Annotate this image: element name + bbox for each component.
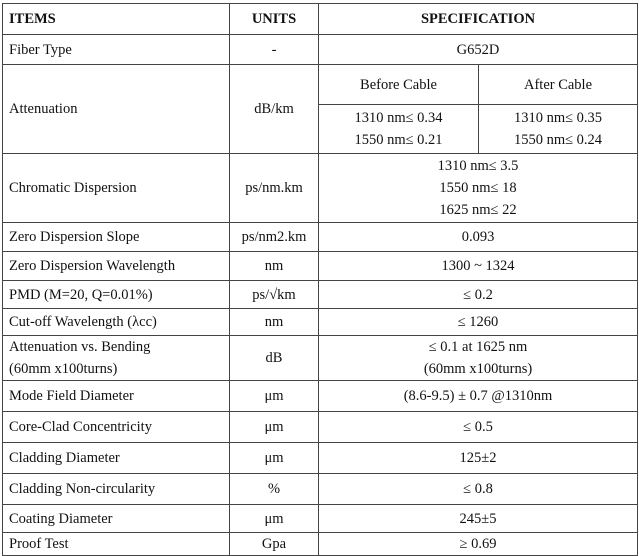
unit-cell: μm (230, 443, 319, 474)
spec-cell (319, 336, 638, 381)
before-cable-values (319, 105, 479, 154)
table-row (3, 412, 638, 443)
item-line: Attenuation vs. Bending (9, 339, 151, 355)
unit-cell: nm (230, 252, 319, 281)
unit-cell: dB (230, 336, 319, 381)
unit-cell: % (230, 474, 319, 505)
item-cell: Cladding Non-circularity (3, 474, 230, 505)
item-cell: Zero Dispersion Slope (3, 223, 230, 252)
spec-cell: ≤ 0.2 (319, 281, 638, 309)
header-items: ITEMS (3, 4, 230, 35)
header-row (3, 4, 638, 35)
table-row (3, 35, 638, 65)
spec-cell (319, 154, 638, 223)
spec-line: 1310 nm≤ 0.34 (354, 110, 443, 126)
spec-cell: G652D (319, 35, 638, 65)
spec-line: 1310 nm≤ 3.5 (437, 158, 519, 174)
unit-cell: - (230, 35, 319, 65)
spec-cell: ≤ 0.5 (319, 412, 638, 443)
spec-cell: (8.6-9.5) ± 0.7 @1310nm (319, 381, 638, 412)
item-cell: Core-Clad Concentricity (3, 412, 230, 443)
header-specification: SPECIFICATION (319, 4, 638, 35)
table-row (3, 281, 638, 309)
spec-line: 1550 nm≤ 18 (439, 180, 517, 196)
table-row (3, 65, 638, 105)
table-row (3, 223, 638, 252)
item-cell (3, 336, 230, 381)
spec-line: 1310 nm≤ 0.35 (513, 110, 603, 126)
item-cell: Fiber Type (3, 35, 230, 65)
table-row (3, 474, 638, 505)
table-row (3, 252, 638, 281)
item-cell: Proof Test (3, 533, 230, 556)
spec-cell: ≤ 0.8 (319, 474, 638, 505)
table-row (3, 381, 638, 412)
spec-cell: ≥ 0.69 (319, 533, 638, 556)
unit-cell: μm (230, 412, 319, 443)
table-row (3, 309, 638, 336)
spec-cell: 0.093 (319, 223, 638, 252)
unit-cell: ps/√km (230, 281, 319, 309)
spec-line: 1550 nm≤ 0.24 (513, 132, 603, 148)
table-row (3, 505, 638, 533)
spec-line: ≤ 0.1 at 1625 nm (428, 339, 528, 355)
table-row (3, 533, 638, 556)
table-row (3, 154, 638, 223)
unit-cell: μm (230, 381, 319, 412)
unit-cell: Gpa (230, 533, 319, 556)
spec-cell: 1300 ~ 1324 (319, 252, 638, 281)
item-line: (60mm x100turns) (9, 361, 118, 377)
table-row (3, 443, 638, 474)
table-row (3, 336, 638, 381)
spec-cell: 125±2 (319, 443, 638, 474)
spec-cell: 245±5 (319, 505, 638, 533)
item-cell: PMD (M=20, Q=0.01%) (3, 281, 230, 309)
unit-cell: ps/nm2.km (230, 223, 319, 252)
specification-table (2, 3, 638, 556)
unit-cell: dB/km (230, 65, 319, 154)
item-cell: Coating Diameter (3, 505, 230, 533)
unit-cell: ps/nm.km (230, 154, 319, 223)
item-cell: Cut-off Wavelength (λcc) (3, 309, 230, 336)
unit-cell: μm (230, 505, 319, 533)
spec-line: (60mm x100turns) (423, 361, 533, 377)
item-cell: Cladding Diameter (3, 443, 230, 474)
item-cell: Mode Field Diameter (3, 381, 230, 412)
item-cell: Attenuation (3, 65, 230, 154)
spec-line: 1550 nm≤ 0.21 (354, 132, 443, 148)
before-cable-label: Before Cable (319, 65, 479, 105)
unit-cell: nm (230, 309, 319, 336)
spec-cell: ≤ 1260 (319, 309, 638, 336)
spec-line: 1625 nm≤ 22 (439, 202, 517, 218)
after-cable-values (479, 105, 638, 154)
after-cable-label: After Cable (479, 65, 638, 105)
item-cell: Chromatic Dispersion (3, 154, 230, 223)
header-units: UNITS (230, 4, 319, 35)
item-cell: Zero Dispersion Wavelength (3, 252, 230, 281)
